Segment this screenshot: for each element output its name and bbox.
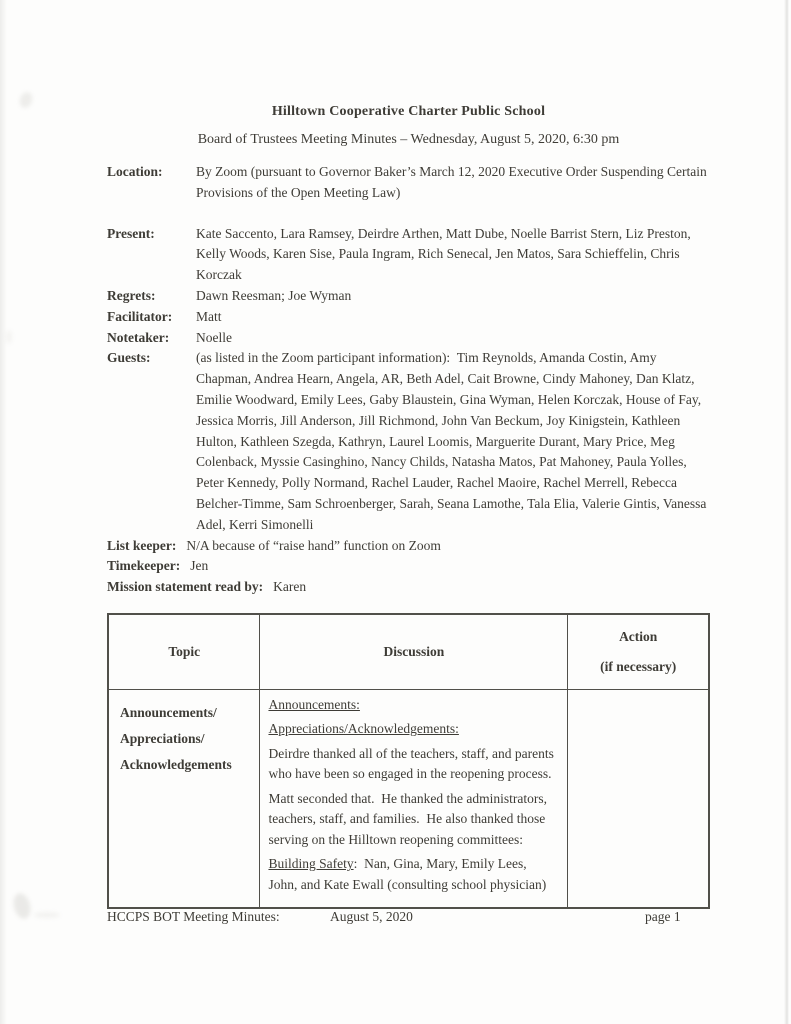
meta-label: Regrets: <box>107 287 156 303</box>
topic-line: Acknowledgements <box>120 756 232 772</box>
scan-edge-shadow-left <box>0 0 7 1024</box>
topic-cell <box>108 689 260 908</box>
meta-row-timekeeper <box>107 556 710 577</box>
meta-label: Guests: <box>107 350 151 366</box>
topic-line: Appreciations/ <box>120 730 205 746</box>
meta-label: Notetaker: <box>107 329 170 345</box>
column-header-discussion: Discussion <box>260 614 568 690</box>
scan-artifact <box>6 330 12 344</box>
meta-label: List keeper: <box>107 537 177 553</box>
discussion-inline-text: : Nan, Gina, Mary, Emily Lees, John, and Kate Ewall (consulting school physician) <box>268 856 547 892</box>
footer-document-label: HCCPS BOT Meeting Minutes: <box>107 909 280 924</box>
discussion-cell <box>260 689 568 908</box>
scan-edge-shadow-right <box>784 0 789 1024</box>
meta-value: Matt <box>196 308 222 324</box>
column-header-action-line1: Action <box>619 628 658 644</box>
table-header-row <box>108 614 709 690</box>
meta-value: Jen <box>190 558 209 574</box>
topic-line: Announcements/ <box>120 704 217 720</box>
meta-value: Karen <box>273 579 307 595</box>
meta-row-notetaker <box>107 328 710 349</box>
minutes-table <box>107 613 710 910</box>
document-title: Hilltown Cooperative Charter Public School <box>271 104 546 119</box>
meta-row-mission-statement <box>107 577 710 598</box>
meta-row-facilitator <box>107 307 710 328</box>
meta-value: N/A because of “raise hand” function on Zoom <box>186 537 441 553</box>
meta-label: Location: <box>107 164 163 179</box>
discussion-paragraph: Deirdre thanked all of the teachers, staff, and parents who have been so engaged in the reopening process. <box>268 745 558 782</box>
meta-row-present <box>107 224 710 286</box>
meta-value: By Zoom (pursuant to Governor Baker’s March 12, 2020 Executive Order Suspending Certain Provisions of the Open Meeting Law) <box>196 164 711 200</box>
meta-label: Mission statement read by: <box>107 579 264 595</box>
scan-artifact <box>11 891 33 920</box>
discussion-paragraph: Matt seconded that. He thanked the administrators, teachers, staff, and families. He also thanked those serving on the Hilltown reopening committees: <box>268 790 551 847</box>
meta-label: Present: <box>107 225 155 241</box>
footer-page-number: page 1 <box>645 909 681 924</box>
meta-row-location <box>107 162 710 204</box>
action-cell <box>568 689 709 908</box>
meta-value: Kate Saccento, Lara Ramsey, Deirdre Arthen, Matt Dube, Noelle Barrist Stern, Liz Preston, Kelly Woods, Karen Sise, Paula Ingram, Rich Senecal, Jen Matos, Sara Schieffelin, Chris Korczak <box>196 225 695 283</box>
meta-label: Facilitator: <box>107 308 173 324</box>
discussion-inline-heading: Building Safety <box>268 856 354 872</box>
column-header-action <box>568 614 709 690</box>
table-row <box>108 689 709 908</box>
meta-value: Dawn Reesman; Joe Wyman <box>196 287 352 303</box>
discussion-paragraph <box>268 854 558 895</box>
scan-artifact <box>18 90 35 109</box>
discussion-heading: Appreciations/Acknowledgements: <box>268 721 459 737</box>
meta-value: (as listed in the Zoom participant information): Tim Reynolds, Amanda Costin, Amy Chapman, Andrea Hearn, Angela, AR, Beth Adel, Cait Browne, Cindy Mahoney, Dan Klatz, Emilie Woodward, Emily Lees, Gaby Blaustein, Gina Wyman, Helen Korczak, House of Fay, Jessica Morris, Jill Anderson, Jill Richmond, John Van Beckum, Joy Kinigstein, Kathleen Hulton, Kathleen Szegda, Kathryn, Laurel Loomis, Marguerite Durant, Mary Price, Meg Colenback, Myssie Casinghino, Nancy Childs, Natasha Matos, Pat Mahoney, Paula Yolles, Peter Kennedy, Polly Normand, Rachel Lauder, Rachel Maoire, Rachel Merrell, Rebecca Belcher-Timme, Sam Schroenberger, Sarah, Seana Lamothe, Tala Elia, Valerie Gintis, Vanessa Adel, Kerri Simonelli <box>196 350 710 532</box>
meta-row-guests <box>107 348 710 535</box>
column-header-topic: Topic <box>108 614 260 690</box>
meta-row-list-keeper <box>107 536 710 557</box>
meeting-metadata <box>107 162 710 598</box>
document-content <box>107 104 710 909</box>
footer-date: August 5, 2020 <box>330 909 413 924</box>
meta-label: Timekeeper: <box>107 558 181 574</box>
meta-value: Noelle <box>196 329 232 345</box>
column-header-action-line2: (if necessary) <box>600 658 677 674</box>
discussion-heading: Announcements: <box>268 696 360 712</box>
document-subtitle: Board of Trustees Meeting Minutes – Wednesday, August 5, 2020, 6:30 pm <box>197 132 620 147</box>
scan-artifact <box>34 912 60 918</box>
meta-row-regrets <box>107 286 710 307</box>
